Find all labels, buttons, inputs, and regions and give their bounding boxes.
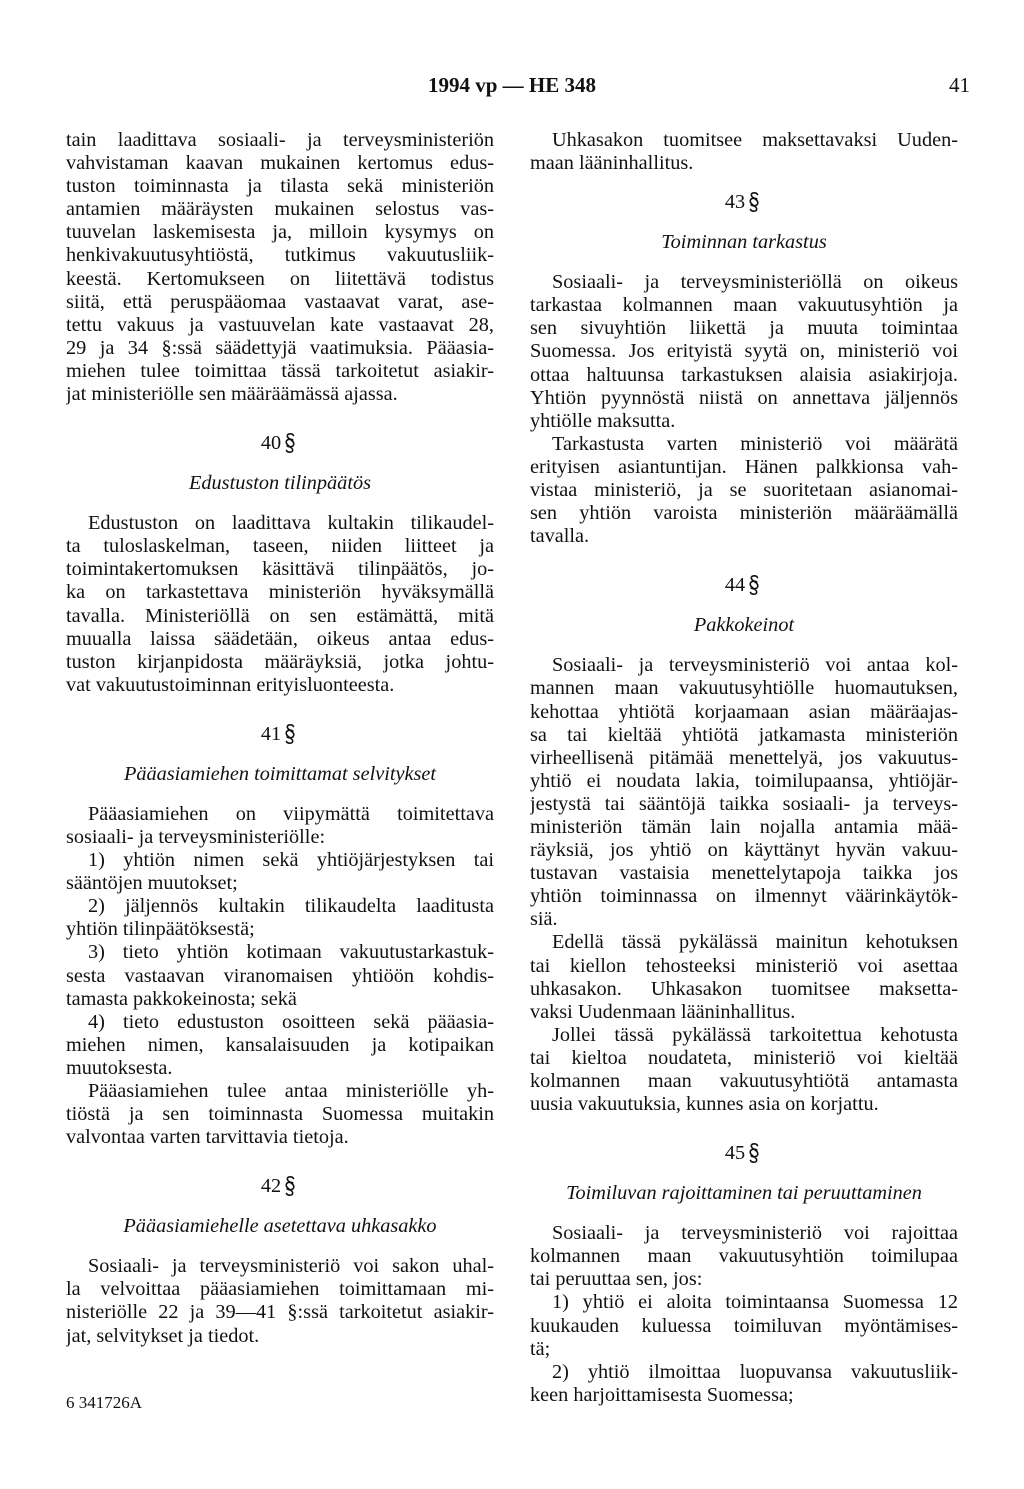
text-line: Uhkasakon tuomitsee maksettavaksi Uuden- — [552, 129, 958, 151]
text-line: miehen nimen, kansalaisuuden ja kotipaikan — [66, 1033, 494, 1056]
text-line: antamien määräysten mukainen selostus vas- — [66, 198, 494, 221]
section-title: Toimiluvan rajoittaminen tai peruuttaminen — [566, 1182, 922, 1205]
text-line: yhtiön toiminnassa on ilmennyt väärinkäytök- — [530, 885, 958, 908]
section-title: Pääasiamiehen toimittamat selvitykset — [123, 762, 437, 785]
continued-paragraph — [66, 129, 494, 406]
page-number: 41 — [949, 73, 970, 97]
section-heading — [530, 572, 958, 638]
section-body — [66, 1255, 494, 1347]
text-line: nisteriölle 22 ja 39—41 §:ssä tarkoitetut asiakir- — [66, 1301, 494, 1324]
text-line: tiöstä ja sen toiminnasta Suomessa muitakin — [66, 1103, 494, 1126]
text-line: tain laadittava sosiaali- ja terveysministeriön — [66, 129, 494, 151]
section-number-text: 44 — [724, 574, 746, 597]
text-line: räyksiä, jos yhtiö on käyttänyt hyvän vakuu- — [530, 839, 958, 862]
text-line: Sosiaali- ja terveysministeriöllä on oikeus — [552, 271, 958, 294]
text-line: tettu vakuus ja vastuuvelan kate vastaavat 28, — [66, 313, 494, 336]
text-line: virheellisenä pitämää menettelyä, jos vakuutus- — [530, 746, 958, 769]
section-number — [530, 1140, 958, 1166]
section-heading — [66, 721, 494, 787]
text-line: maan lääninhallitus. — [530, 152, 694, 175]
text-line: tä; — [530, 1337, 551, 1360]
text-line: 1) yhtiö ei aloita toimintaansa Suomessa 12 — [552, 1291, 958, 1314]
text-line: mannen maan vakuutusyhtiölle huomautuksen, — [530, 677, 958, 700]
text-line: tuuvelan laskemisesta ja, milloin kysymys on — [66, 221, 494, 244]
text-line: muutoksesta. — [66, 1056, 173, 1079]
text-line: yhtiö ei noudata lakia, toimilupaansa, yhtiöjär- — [530, 769, 958, 792]
section-body — [66, 512, 494, 697]
text-line: tai kiellon tehosteeksi ministeriö voi asettaa — [530, 954, 958, 977]
text-line: jat, selvitykset ja tiedot. — [66, 1324, 260, 1347]
text-line: Edellä tässä pykälässä mainitun kehotuksen — [552, 931, 958, 954]
section-sign-icon — [745, 190, 763, 214]
text-line: Pääasiamiehen tulee antaa ministeriölle yh- — [88, 1080, 494, 1102]
text-line: kehottaa yhtiötä korjaamaan asian määräajas- — [530, 700, 958, 723]
text-line: vistaa ministeriö, ja se suoritetaan asianomai- — [530, 479, 958, 502]
text-line: Tarkastusta varten ministeriö voi määrätä — [552, 432, 958, 455]
text-line: miehen tulee toimittaa tässä tarkoitetut asiakir- — [66, 359, 494, 382]
section-number-text: 43 — [724, 191, 746, 214]
text-line: keestä. Kertomukseen on liitettävä todistus — [66, 267, 494, 290]
text-line: tustavan vastaisia menettelytapoja taikka jos — [530, 862, 958, 885]
section-heading — [66, 430, 494, 496]
text-line: tai peruuttaa sen, jos: — [530, 1268, 703, 1291]
text-line: 2) jäljennös kultakin tilikaudelta laaditusta — [88, 895, 494, 918]
text-line: tavalla. Ministeriöllä on sen estämättä, mitä — [66, 604, 494, 627]
section-title: Pääasiamiehelle asetettava uhkasakko — [123, 1215, 437, 1238]
continued-paragraph — [530, 129, 958, 175]
text-line: tuston toiminnasta ja tilasta sekä ministeriön — [66, 175, 494, 198]
right-column — [530, 129, 958, 1407]
running-header: 1994 vp — HE 348 — [427, 73, 597, 97]
section-number-text: 42 — [260, 1175, 282, 1198]
section-title: Pakkokeinot — [693, 614, 795, 637]
section-heading — [66, 1173, 494, 1239]
text-line: tai kieltoa noudateta, ministeriö voi kieltää — [530, 1046, 958, 1069]
section-sign-icon — [281, 722, 299, 746]
section-number-text: 45 — [724, 1142, 746, 1165]
text-line: siitä, että peruspääomaa vastaavat varat, ase- — [66, 290, 494, 313]
print-code: 6 341726A — [66, 1393, 143, 1412]
text-line: sosiaali- ja terveysministeriölle: — [66, 825, 326, 848]
section-body — [66, 803, 494, 1149]
text-line: 4) tieto edustuston osoitteen sekä pääasia- — [88, 1010, 494, 1033]
section-sign-icon — [745, 1141, 763, 1165]
text-line: valvontaa varten tarvittavia tietoja. — [66, 1126, 349, 1149]
text-line: 3) tieto yhtiön kotimaan vakuutustarkastuk- — [88, 941, 494, 964]
text-line: yhtiön tilinpäätöksestä; — [66, 918, 255, 941]
text-line: keen harjoittamisesta Suomessa; — [530, 1383, 794, 1406]
text-line: ottaa haltuunsa tarkastuksen alaisia asiakirjoja. — [530, 363, 958, 386]
text-line: vat vakuutustoiminnan erityisluonteesta. — [66, 673, 395, 696]
text-line: kolmannen maan vakuutusyhtiön toimilupaa — [530, 1245, 958, 1268]
text-line: sen yhtiön varoista ministeriön määräämällä — [530, 502, 958, 525]
text-line: yhtiölle maksutta. — [530, 409, 676, 432]
text-line: Yhtiön pyynnöstä niistä on annettava jäljennös — [530, 386, 958, 409]
text-line: siä. — [530, 908, 558, 931]
text-line: muualla laissa säädetään, oikeus antaa edus- — [66, 627, 494, 650]
section-heading — [530, 1140, 958, 1206]
section-number — [66, 430, 494, 456]
text-line: 29 ja 34 §:ssä säädettyjä vaatimuksia. Pääasia- — [66, 336, 494, 359]
text-line: sa tai kieltää yhtiötä jatkamasta ministeriön — [530, 723, 958, 746]
text-line: ministeriön tämän lain nojalla antamia mää- — [530, 815, 958, 838]
text-line: sen sivuyhtiön liikettä ja muuta toimintaa — [530, 317, 958, 340]
text-line: jat ministeriölle sen määräämässä ajassa. — [66, 383, 398, 406]
text-line: Sosiaali- ja terveysministeriö voi antaa kol- — [552, 654, 958, 677]
text-line: la velvoittaa pääasiamiehen toimittamaan mi- — [66, 1278, 494, 1301]
section-title: Edustuston tilinpäätös — [189, 472, 371, 495]
section-body — [530, 271, 958, 548]
text-line: 2) yhtiö ilmoittaa luopuvansa vakuutusliik- — [552, 1360, 958, 1383]
section-title: Toiminnan tarkastus — [661, 231, 827, 254]
text-line: tuston kirjanpidosta määräyksiä, jotka johtu- — [66, 650, 494, 673]
section-sign-icon — [281, 431, 299, 455]
section-sign-icon — [281, 1174, 299, 1198]
section-sign-icon — [745, 573, 763, 597]
text-line: erityisen asiantuntijan. Hänen palkkionsa vah- — [530, 455, 958, 478]
text-line: ka on tarkastettava ministeriön hyväksymällä — [66, 581, 494, 604]
text-line: toimintakertomuksen käsittävä tilinpäätös, jo- — [66, 558, 494, 581]
text-line: tamasta pakkokeinosta; sekä — [66, 987, 297, 1010]
section-body — [530, 654, 958, 1116]
section-number — [66, 1173, 494, 1199]
text-line: vahvistaman kaavan mukainen kertomus edus- — [66, 152, 494, 175]
text-line: tarkastaa kolmannen maan vakuutusyhtiön ja — [530, 294, 958, 317]
text-line: Suomessa. Jos erityistä syytä on, ministeriö voi — [530, 340, 958, 363]
text-line: Pääasiamiehen on viipymättä toimitettava — [88, 802, 494, 825]
left-column — [66, 129, 494, 1348]
section-body — [530, 1222, 958, 1407]
text-line: tavalla. — [530, 525, 590, 548]
text-line: 1) yhtiön nimen sekä yhtiöjärjestyksen tai — [88, 849, 494, 872]
text-line: henkivakuutusyhtiöstä, tutkimus vakuutusliik- — [66, 244, 494, 267]
section-number-text: 40 — [260, 432, 282, 455]
text-line: uhkasakon. Uhkasakon tuomitsee maksetta- — [530, 977, 958, 1000]
text-line: jestystä tai sääntöjä taikka sosiaali- ja terveys- — [530, 792, 958, 815]
section-number — [66, 721, 494, 747]
text-line: Sosiaali- ja terveysministeriö voi rajoittaa — [552, 1222, 958, 1245]
text-line: sesta vastaavan viranomaisen yhtiöön kohdis- — [66, 964, 494, 987]
section-number — [530, 572, 958, 598]
text-line: sääntöjen muutokset; — [66, 872, 238, 895]
text-line: Edustuston on laadittava kultakin tilikaudel- — [88, 512, 494, 535]
text-line: Sosiaali- ja terveysministeriö voi sakon uhal- — [88, 1255, 494, 1278]
section-heading — [530, 189, 958, 255]
text-line: uusia vakuutuksia, kunnes asia on korjattu. — [530, 1093, 879, 1116]
text-line: vaksi Uudenmaan lääninhallitus. — [530, 1000, 796, 1023]
text-line: kuukauden kuluessa toimiluvan myöntämises- — [530, 1314, 958, 1337]
text-line: kolmannen maan vakuutusyhtiötä antamasta — [530, 1070, 958, 1092]
text-line: ta tuloslaskelman, taseen, niiden liitteet ja — [66, 535, 494, 558]
section-number — [530, 189, 958, 215]
text-line: Jollei tässä pykälässä tarkoitettua kehotusta — [552, 1023, 958, 1046]
section-number-text: 41 — [260, 722, 282, 745]
